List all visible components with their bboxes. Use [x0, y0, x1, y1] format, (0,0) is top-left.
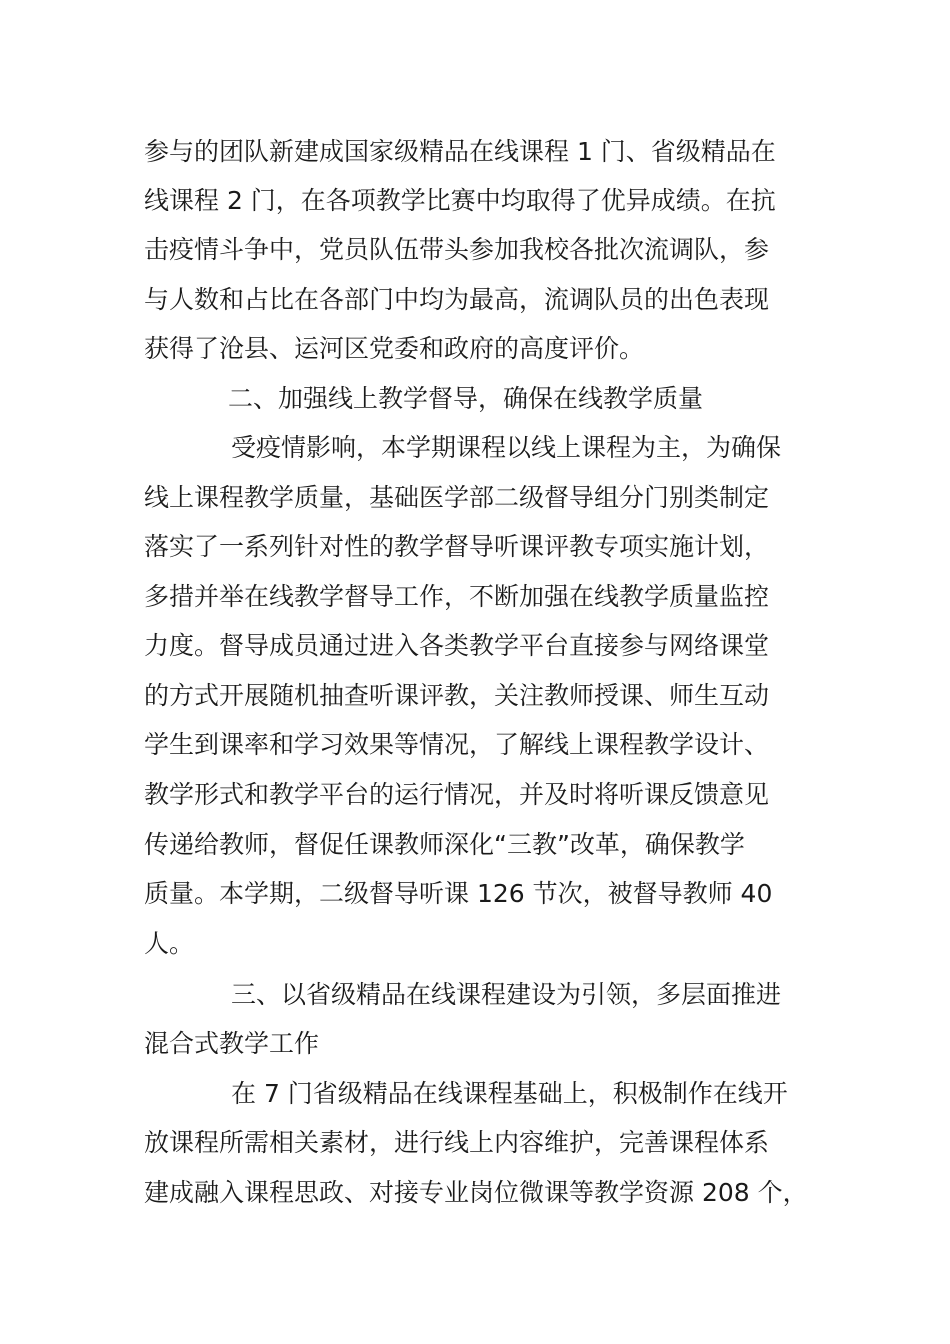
text-line-9: 落实了一系列针对性的教学督导听课评教专项实施计划， [144, 532, 770, 561]
text-line-10: 多措并举在线教学督导工作，不断加强在线教学质量监控 [144, 582, 770, 611]
text-line-16: 质量。本学期，二级督导听课 126 节次，被督导教师 40 [144, 879, 773, 908]
text-line-13: 学生到课率和学习效果等情况，了解线上课程教学设计、 [144, 730, 770, 759]
section-heading-3-continued: 混合式教学工作 [144, 1029, 320, 1058]
text-line-17: 人。 [144, 929, 195, 958]
section-heading-3: 三、以省级精品在线课程建设为引领，多层面推进 [231, 980, 782, 1009]
text-line-11: 力度。督导成员通过进入各类教学平台直接参与网络课堂 [144, 631, 770, 660]
paragraph-3-line-1: 在 7 门省级精品在线课程基础上，积极制作在线开 [231, 1079, 788, 1108]
text-line-21: 放课程所需相关素材，进行线上内容维护，完善课程体系 [144, 1128, 770, 1157]
section-heading-2: 二、加强线上教学督导，确保在线教学质量 [228, 384, 704, 413]
text-line-5: 获得了沧县、运河区党委和政府的高度评价。 [144, 334, 645, 363]
text-line-12: 的方式开展随机抽查听课评教，关注教师授课、师生互动 [144, 681, 770, 710]
text-line-8: 线上课程教学质量，基础医学部二级督导组分门别类制定 [144, 483, 770, 512]
text-line-3: 击疫情斗争中，党员队伍带头参加我校各批次流调队，参 [144, 235, 770, 264]
text-line-14: 教学形式和教学平台的运行情况，并及时将听课反馈意见 [144, 780, 770, 809]
text-line-2: 线课程 2 门，在各项教学比赛中均取得了优异成绩。在抗 [144, 186, 776, 215]
text-line-15: 传递给教师，督促任课教师深化“三教”改革，确保教学 [144, 830, 745, 859]
paragraph-2-line-1: 受疫情影响，本学期课程以线上课程为主，为确保 [231, 433, 782, 462]
text-line-1: 参与的团队新建成国家级精品在线课程 1 门、省级精品在 [144, 137, 776, 166]
text-line-4: 与人数和占比在各部门中均为最高，流调队员的出色表现 [144, 285, 770, 314]
text-line-22: 建成融入课程思政、对接专业岗位微课等教学资源 208 个， [144, 1178, 808, 1207]
